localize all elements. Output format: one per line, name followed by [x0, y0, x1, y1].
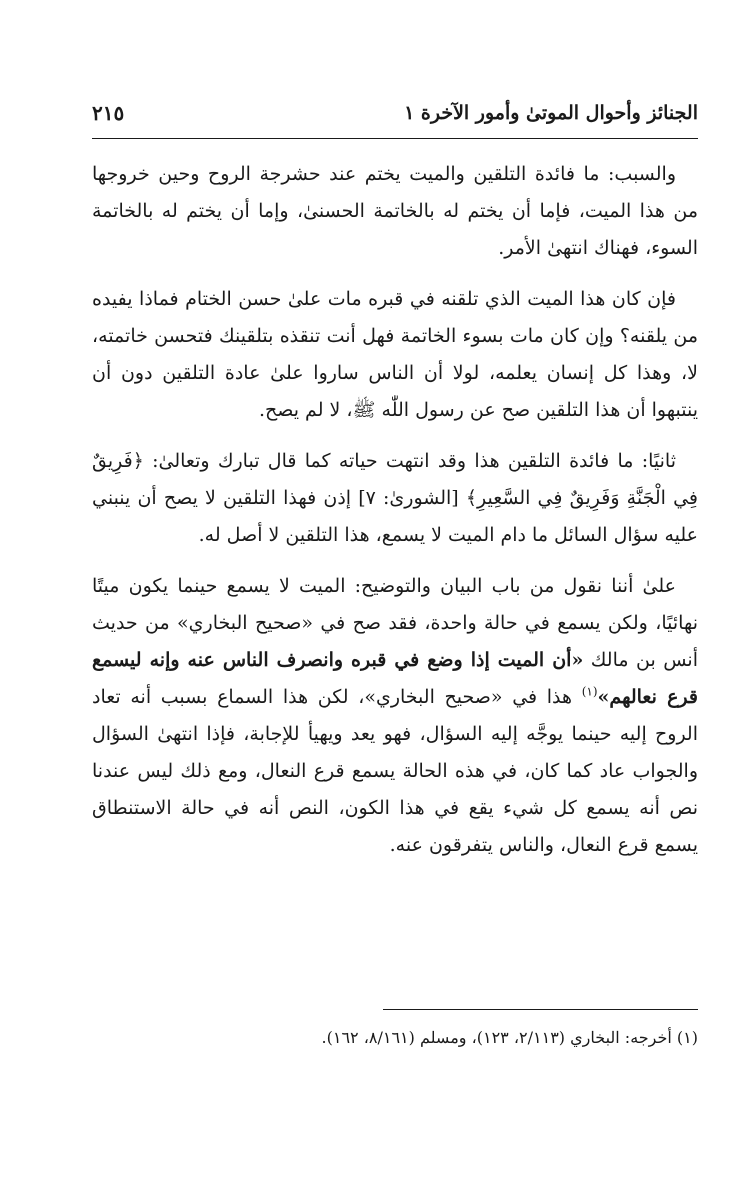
running-header	[92, 93, 698, 133]
header-divider	[92, 138, 698, 139]
running-title: الجنائز وأحوال الموتىٰ وأمور الآخرة ١	[404, 102, 698, 124]
paragraph-4	[92, 568, 698, 864]
page-number: ٢١٥	[92, 101, 125, 125]
paragraph-4-start: علىٰ أننا نقول من باب البيان والتوضيح: الميت لا يسمع حينما يكون ميتًا نهائيًا، ولكن يسمع في حالة واحدة، فقد صح في «صحيح البخاري» من حديث أنس بن مالك	[92, 575, 699, 671]
footnote-divider	[383, 1009, 698, 1010]
paragraph-3: ثانيًا: ما فائدة التلقين هذا وقد انتهت حياته كما قال تبارك وتعالىٰ: ﴿فَرِيقٌ فِي الْجَنَّةِ وَفَرِيقٌ فِي السَّعِيرِ﴾ [الشورىٰ: ٧] إذن فهذا التلقين لا يصح أن ينبني عليه سؤال السائل ما دام الميت لا يسمع، هذا التلقين لا أصل له.	[92, 450, 699, 546]
paragraph-1: والسبب: ما فائدة التلقين والميت يختم عند حشرجة الروح وحين خروجها من هذا الميت، فإما أن يختم له بالخاتمة الحسنىٰ، وإما أن يختم له بالخاتمة السوء، فهناك انتهىٰ الأمر.	[92, 163, 698, 259]
main-text	[92, 156, 698, 878]
hadith-quote: «أن الميت إذا وضع في قبره وانصرف الناس عنه وإنه ليسمع قرع نعالهم»	[92, 649, 698, 708]
footnote-marker[interactable]: (١)	[581, 684, 598, 699]
paragraph-4-end: هذا في «صحيح البخاري»، لكن هذا السماع بسبب أنه تعاد الروح إليه حينما يوجَّه إليه السؤال، فهو يعد ويهيأ للإجابة، فإذا انتهىٰ السؤال والجواب عاد كما كان، في هذه الحالة يسمع قرع النعال، ومع ذلك ليس عندنا نص أنه يسمع كل شيء يقع في هذا الكون، النص أنه في حالة الاستنطاق يسمع قرع النعال، والناس يتفرقون عنه.	[92, 686, 698, 856]
footnote: (١) أخرجه: البخاري (٢/١١٣، ١٢٣)، ومسلم (٨/١٦١، ١٦٢).	[321, 1028, 698, 1047]
paragraph-2: فإن كان هذا الميت الذي تلقنه في قبره مات علىٰ حسن الختام فماذا يفيده من يلقنه؟ وإن كان مات بسوء الخاتمة فهل أنت تنقذه بتلقينك فتحسن خاتمته، لا، وهذا كل إنسان يعلمه، لولا أن الناس ساروا علىٰ عادة التلقين دون أن ينتبهوا أن هذا التلقين صح عن رسول اللّٰه ﷺ، لا لم يصح.	[92, 288, 698, 421]
